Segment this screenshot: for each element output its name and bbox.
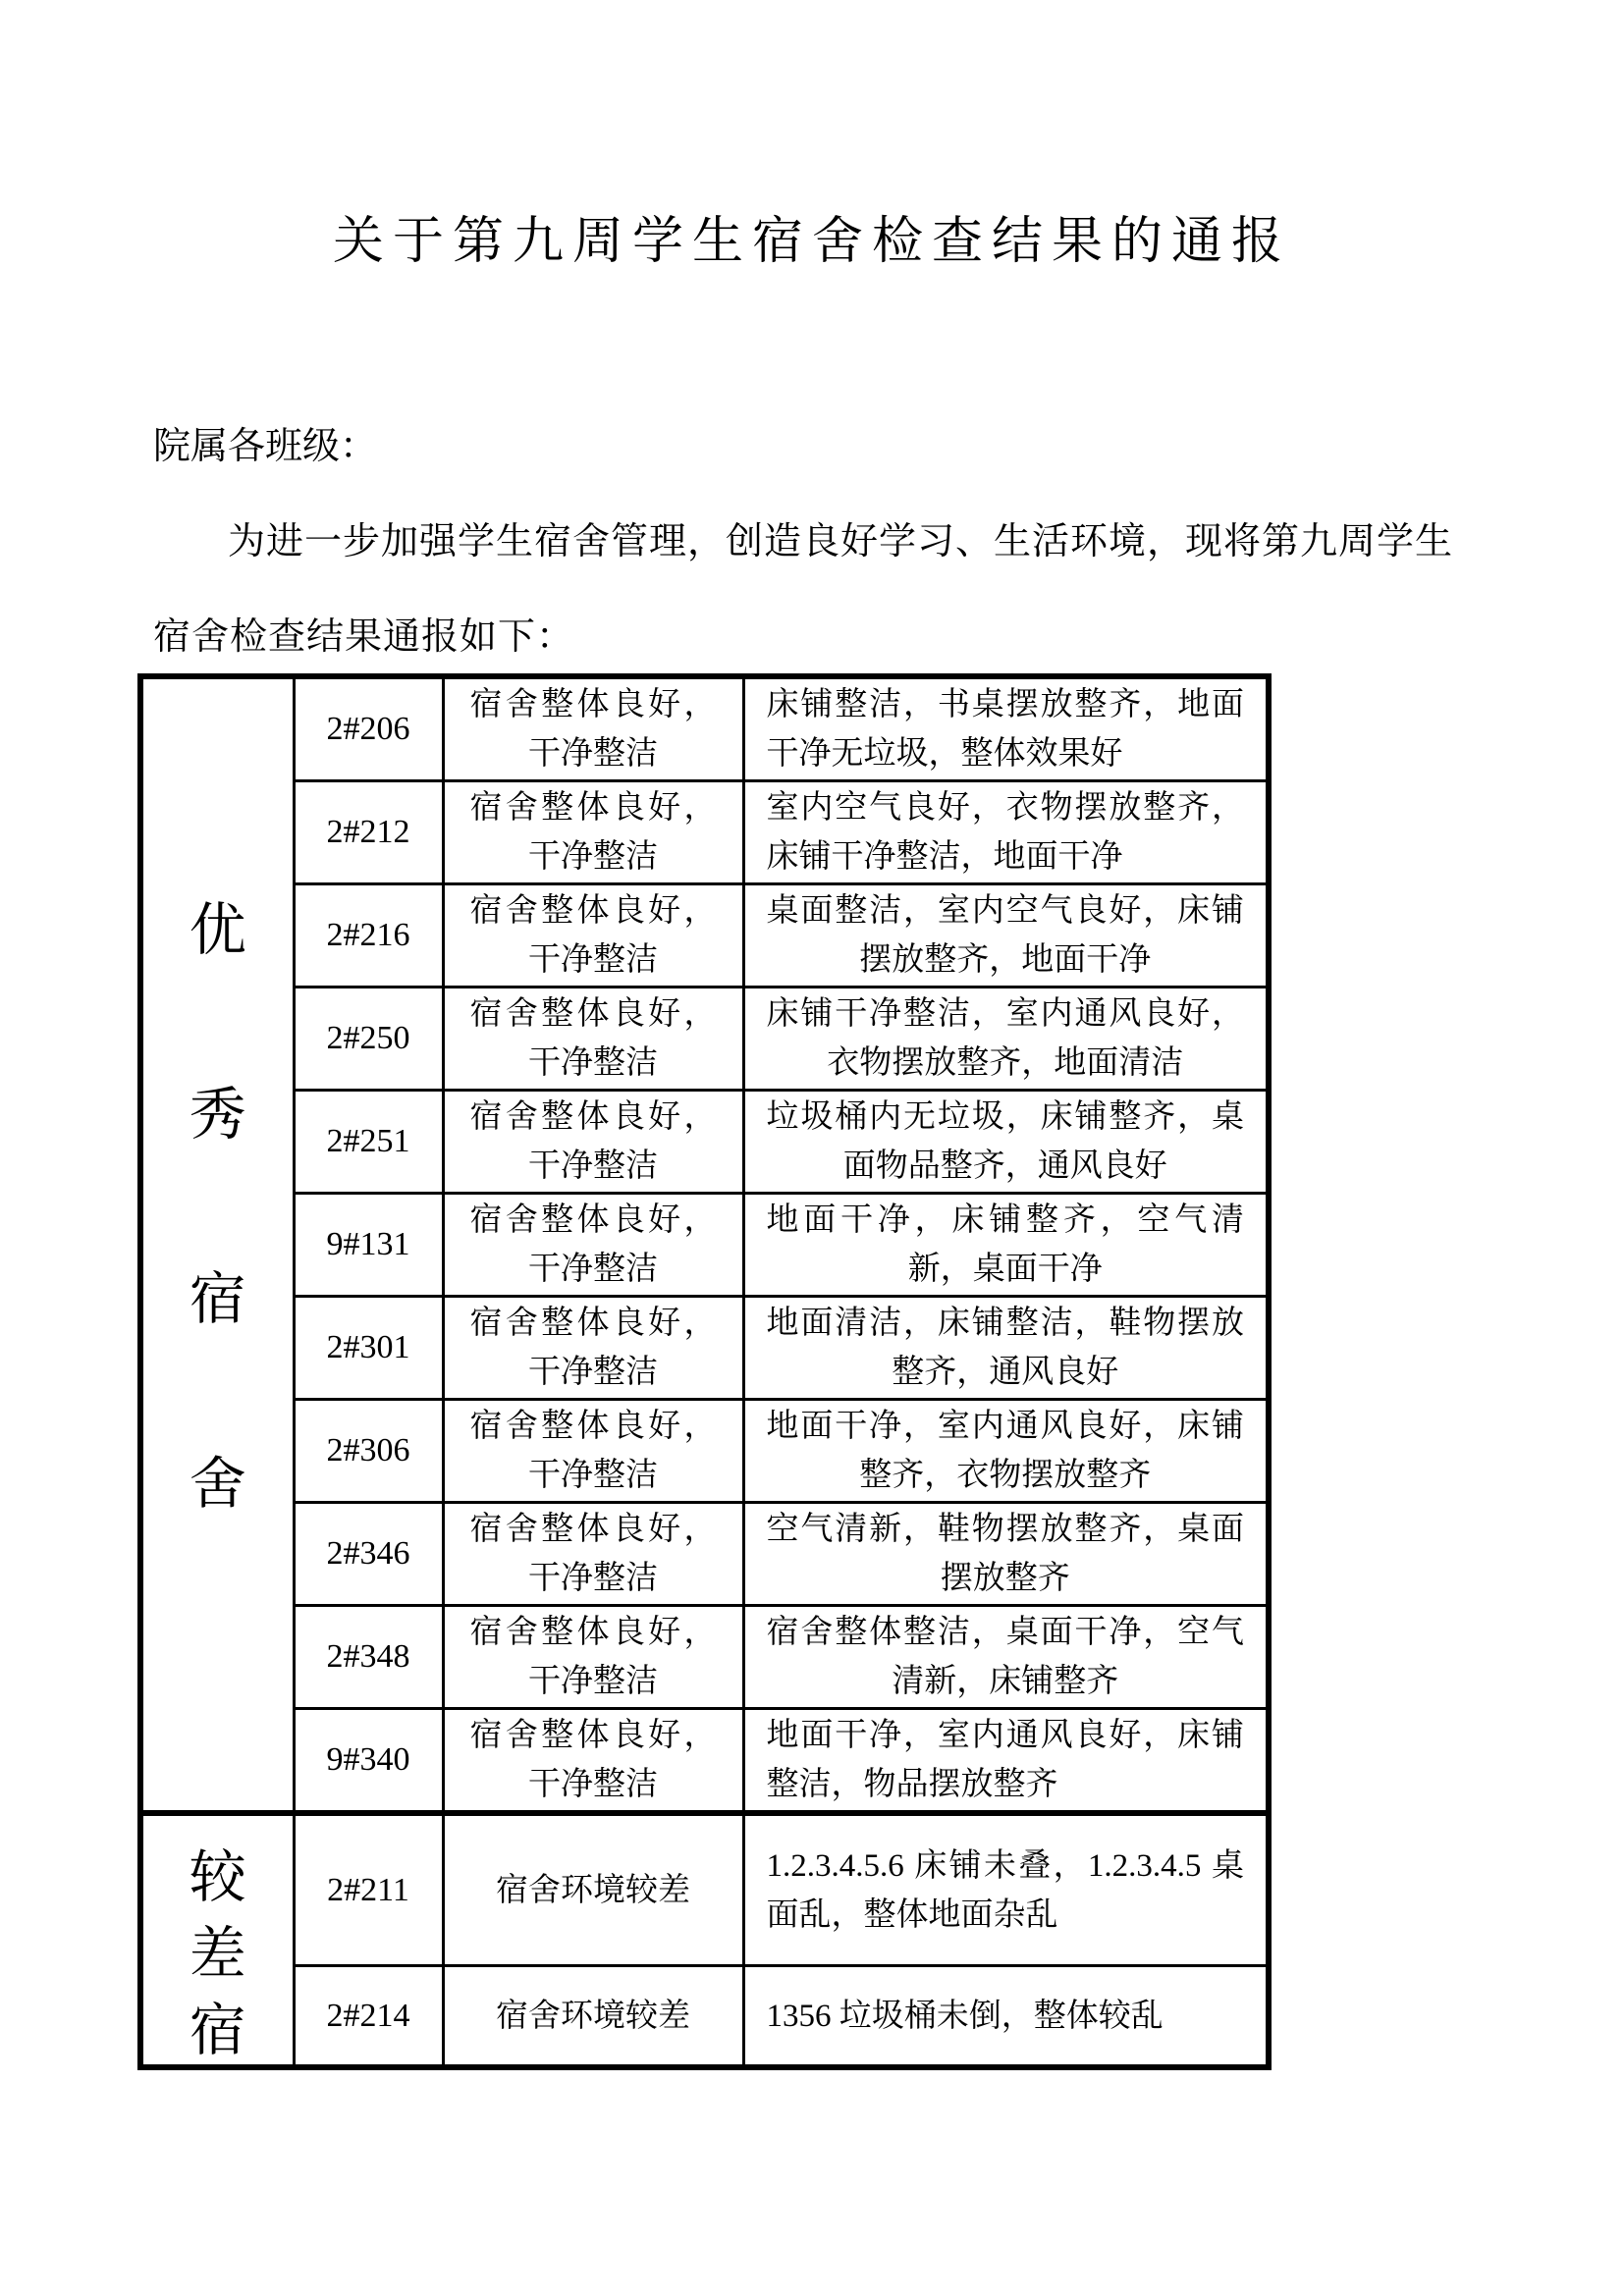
table-row	[140, 1297, 1269, 1400]
category-char: 优	[189, 898, 246, 962]
room-number: 2#251	[294, 1091, 443, 1194]
room-number: 2#216	[294, 884, 443, 988]
table-row	[140, 988, 1269, 1091]
table-row	[140, 1966, 1269, 2068]
status-cell: 宿舍整体良好，干净整洁	[443, 676, 743, 781]
room-number: 2#212	[294, 781, 443, 884]
table-row	[140, 1194, 1269, 1297]
room-number: 2#206	[294, 676, 443, 781]
status-cell: 宿舍环境较差	[443, 1966, 743, 2068]
intro-block	[153, 426, 1472, 658]
detail-cell: 地面干净，室内通风良好，床铺整齐，衣物摆放整齐	[743, 1400, 1269, 1503]
category-label-excellent	[144, 900, 292, 1515]
status-cell: 宿舍整体良好，干净整洁	[443, 1194, 743, 1297]
status-cell: 宿舍环境较差	[443, 1813, 743, 1966]
room-number: 2#306	[294, 1400, 443, 1503]
salutation: 院属各班级：	[153, 426, 378, 467]
status-cell: 宿舍整体良好，干净整洁	[443, 1503, 743, 1606]
detail-cell: 地面清洁，床铺整洁，鞋物摆放整齐，通风良好	[743, 1297, 1269, 1400]
category-char: 舍	[189, 1452, 246, 1516]
table-row	[140, 781, 1269, 884]
category-char: 宿	[189, 1998, 246, 2062]
table-row	[140, 1503, 1269, 1606]
status-cell: 宿舍整体良好，干净整洁	[443, 1709, 743, 1814]
status-cell: 宿舍整体良好，干净整洁	[443, 988, 743, 1091]
detail-cell: 床铺干净整洁，室内通风良好，衣物摆放整齐，地面清洁	[743, 988, 1269, 1091]
detail-cell: 室内空气良好，衣物摆放整齐，床铺干净整洁，地面干净	[743, 781, 1269, 884]
detail-cell: 宿舍整体整洁，桌面干净，空气清新，床铺整齐	[743, 1606, 1269, 1709]
room-number: 2#301	[294, 1297, 443, 1400]
room-number: 9#340	[294, 1709, 443, 1814]
category-char: 秀	[189, 1083, 246, 1147]
detail-cell: 空气清新，鞋物摆放整齐，桌面摆放整齐	[743, 1503, 1269, 1606]
table-row	[140, 676, 1269, 781]
category-char: 宿	[189, 1267, 246, 1331]
page-title: 关于第九周学生宿舍检查结果的通报	[332, 214, 1291, 270]
table-row	[140, 1606, 1269, 1709]
table-row	[140, 1813, 1269, 1966]
category-cell-excellent	[140, 676, 294, 1813]
room-number: 2#211	[294, 1813, 443, 1966]
inspection-table	[137, 673, 1272, 2070]
intro-line-1: 为进一步加强学生宿舍管理，创造良好学习、生活环境，现将第九周学生	[228, 521, 1454, 562]
status-cell: 宿舍整体良好，干净整洁	[443, 781, 743, 884]
status-cell: 宿舍整体良好，干净整洁	[443, 1297, 743, 1400]
status-cell: 宿舍整体良好，干净整洁	[443, 1606, 743, 1709]
detail-cell: 1356 垃圾桶未倒，整体较乱	[743, 1966, 1269, 2068]
status-cell: 宿舍整体良好，干净整洁	[443, 1400, 743, 1503]
category-char: 差	[189, 1921, 246, 1986]
status-cell: 宿舍整体良好，干净整洁	[443, 884, 743, 988]
detail-cell: 地面干净，床铺整齐，空气清新，桌面干净	[743, 1194, 1269, 1297]
detail-cell: 1.2.3.4.5.6 床铺未叠，1.2.3.4.5 桌面乱，整体地面杂乱	[743, 1813, 1269, 1966]
category-label-poor	[144, 1844, 292, 2062]
table-row	[140, 1400, 1269, 1503]
room-number: 2#346	[294, 1503, 443, 1606]
detail-cell: 桌面整洁，室内空气良好，床铺摆放整齐，地面干净	[743, 884, 1269, 988]
detail-cell: 床铺整洁，书桌摆放整齐，地面干净无垃圾，整体效果好	[743, 676, 1269, 781]
room-number: 2#214	[294, 1966, 443, 2068]
table-row	[140, 884, 1269, 988]
category-cell-poor	[140, 1813, 294, 2067]
room-number: 2#348	[294, 1606, 443, 1709]
category-char: 较	[189, 1844, 246, 1909]
detail-cell: 地面干净，室内通风良好，床铺整洁，物品摆放整齐	[743, 1709, 1269, 1814]
table-row	[140, 1709, 1269, 1814]
detail-cell: 垃圾桶内无垃圾，床铺整齐，桌面物品整齐，通风良好	[743, 1091, 1269, 1194]
intro-line-2: 宿舍检查结果通报如下：	[153, 616, 575, 658]
status-cell: 宿舍整体良好，干净整洁	[443, 1091, 743, 1194]
room-number: 2#250	[294, 988, 443, 1091]
table-row	[140, 1091, 1269, 1194]
room-number: 9#131	[294, 1194, 443, 1297]
